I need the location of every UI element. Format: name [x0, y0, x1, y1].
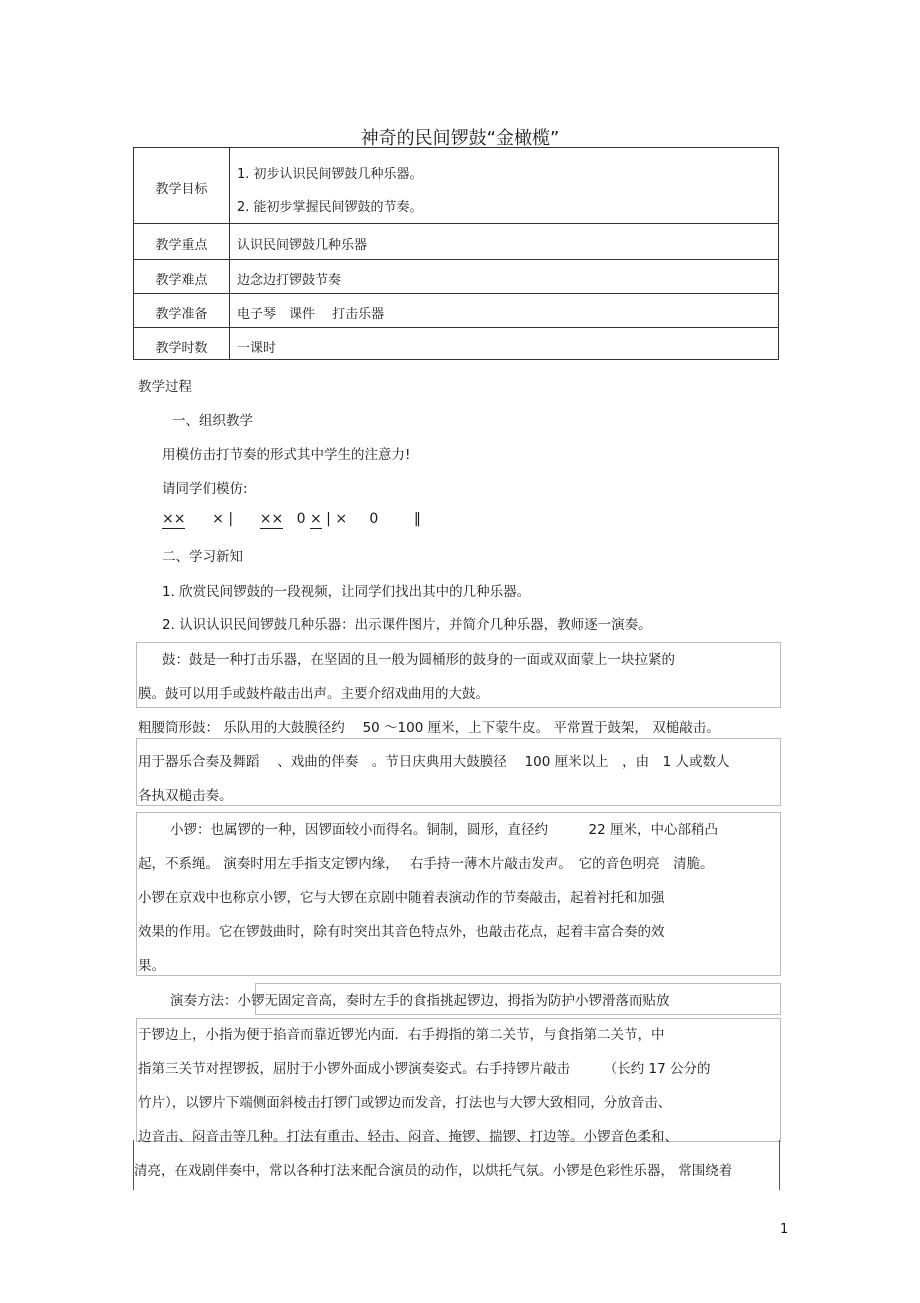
page-number: 1	[780, 1222, 789, 1237]
rhythm-note-h: ‖	[413, 511, 421, 527]
drum-line-1: 鼓：鼓是一种打击乐器，在坚固的且一般为圆桶形的鼓身的一面或双面蒙上一块拉紧的	[162, 652, 675, 668]
rhythm-note-a: ××	[162, 511, 186, 527]
page-title: 神奇的民间锣鼓“金橄榄”	[360, 128, 560, 149]
rhythm-note-d: 0	[296, 511, 306, 527]
key-value: 认识民间锣鼓几种乐器	[237, 238, 368, 253]
rhythm-note-c: ××	[259, 511, 284, 527]
bigdrum-line-2: 用于器乐合奏及舞蹈 、戏曲的伴奏 。节日庆典用大鼓膜径 100 厘米以上 ，由 1 人或数人	[138, 754, 730, 770]
play-line-2: 于锣边上，小指为便于掐音而靠近锣光内面．右手拇指的第二关节，与食指第二关节，中	[138, 1027, 665, 1043]
play-line-5: 边音击、闷音击等几种。打法有重击、轻击、闷音、掩锣、揣锣、打边等。小锣音色柔和、	[138, 1129, 678, 1145]
bigdrum-line-1: 粗腰筒形鼓： 乐队用的大鼓膜径约 50 ～100 厘米，上下蒙牛皮。 平常置于鼓架， 双槌敲击。	[138, 720, 720, 736]
hours-value: 一课时	[237, 341, 277, 356]
table-row-line	[134, 223, 778, 224]
prep-value: 电子琴 课件 打击乐器	[237, 307, 385, 322]
gong-line-5: 果。	[138, 958, 165, 974]
play-line-6: 清亮，在戏剧伴奏中，常以各种打法来配合演员的动作，以烘托气氛。小锣是色彩性乐器， 常围绕着	[134, 1163, 733, 1179]
process-heading: 教学过程	[138, 379, 192, 395]
hours-label: 教学时数	[155, 341, 208, 356]
section-1-paragraph-1: 用模仿击打节奏的形式其中学生的注意力!	[162, 447, 411, 463]
gong-line-2: 起，不系绳。 演奏时用左手指支定锣内缘， 右手持一薄木片敲击发声。 它的音色明亮 清脆。	[138, 856, 714, 872]
section-2-paragraph-2: 2. 认识认识民间锣鼓几种乐器：出示课件图片，并简介几种乐器，教师逐一演奏。	[162, 617, 652, 633]
drum-line-2: 膜。鼓可以用手或鼓杵敲击出声。主要介绍戏曲用的大鼓。	[138, 686, 489, 702]
rhythm-note-e: ×	[309, 511, 322, 527]
gong-line-1: 小锣：也属锣的一种，因锣面较小而得名。铜制，圆形，直径约 22 厘米，中心部稍凸	[170, 822, 718, 838]
difficulty-label: 教学难点	[155, 273, 208, 288]
goal-1: 1. 初步认识民间锣鼓几种乐器。	[237, 167, 423, 182]
gong-line-4: 效果的作用。它在锣鼓曲时，除有时突出其音色特点外，也敲击花点，起着丰富合奏的效	[138, 924, 665, 940]
rhythm-note-b: × |	[212, 511, 234, 527]
goal-label: 教学目标	[155, 182, 208, 197]
table-row-line	[134, 259, 778, 260]
play-line-4: 竹片），以锣片下端侧面斜棱击打锣门或锣边而发音，打法也与大锣大致相同，分放音击、	[138, 1095, 672, 1111]
section-1-heading: 一、组织教学	[172, 413, 253, 429]
prep-label: 教学准备	[155, 307, 208, 322]
section-2-paragraph-1: 1. 欣赏民间锣鼓的一段视频，让同学们找出其中的几种乐器。	[162, 584, 531, 600]
rhythm-line	[162, 511, 421, 527]
goal-2: 2. 能初步掌握民间锣鼓的节奏。	[237, 200, 423, 215]
gong-line-3: 小锣在京戏中也称京小锣，它与大锣在京剧中随着表演动作的节奏敲击，起着衬托和加强	[138, 890, 665, 906]
info-table	[133, 147, 779, 360]
play-line-1: 演奏方法：小锣无固定音高，奏时左手的食指挑起锣边，拇指为防护小锣滑落而贴放	[170, 993, 670, 1009]
rhythm-note-g: 0	[369, 511, 379, 527]
right-margin-line	[779, 1140, 780, 1190]
table-row-line	[134, 327, 778, 328]
section-2-heading: 二、学习新知	[162, 549, 243, 565]
key-label: 教学重点	[155, 238, 208, 253]
play-line-3: 指第三关节对捏锣扳，屈肘于小锣外面成小锣演奏姿式。右手持锣片敲击 （长约 17 公分的	[138, 1061, 711, 1077]
bigdrum-line-3: 各执双槌击奏。	[138, 788, 233, 804]
rhythm-note-f: | ×	[326, 511, 348, 527]
section-1-paragraph-2: 请同学们模仿:	[162, 481, 248, 497]
table-row-line	[134, 293, 778, 294]
difficulty-value: 边念边打锣鼓节奏	[237, 273, 342, 288]
